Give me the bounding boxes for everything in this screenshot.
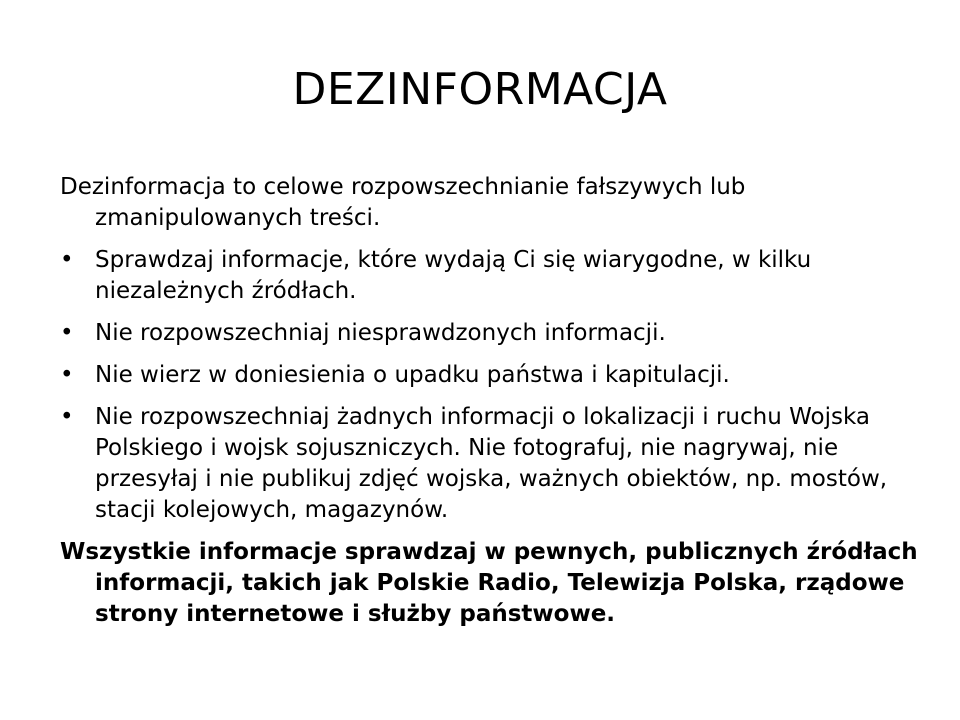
bullet-item — [60, 402, 920, 526]
bullet-icon: • — [60, 404, 74, 430]
slide-body — [60, 172, 920, 630]
bullet-icon: • — [60, 320, 74, 346]
bullet-text: Sprawdzaj informacje, które wydają Ci się wiarygodne, w kilku niezależnych źródłach. — [95, 247, 812, 304]
bullet-item — [60, 318, 920, 349]
bullet-text: Nie rozpowszechniaj żadnych informacji o lokalizacji i ruchu Wojska Polskiego i wojsk sojuszniczych. Nie fotografuj, nie nagrywaj, nie przesyłaj i nie publikuj zdjęć wojska, ważnych obiektów, np. mostów, stacji kolejowych, magazynów. — [95, 404, 888, 523]
bullet-text: Nie wierz w doniesienia o upadku państwa i kapitulacji. — [95, 362, 730, 388]
bullet-item — [60, 245, 920, 307]
bullet-item — [60, 360, 920, 391]
intro-paragraph: Dezinformacja to celowe rozpowszechnianie fałszywych lub zmanipulowanych treści. — [60, 174, 746, 231]
bullet-icon: • — [60, 247, 74, 273]
bullet-text: Nie rozpowszechniaj niesprawdzonych informacji. — [95, 320, 666, 346]
closing-paragraph: Wszystkie informacje sprawdzaj w pewnych, publicznych źródłach informacji, takich jak Polskie Radio, Telewizja Polska, rządowe strony internetowe i służby państwowe. — [60, 539, 918, 627]
bullet-icon: • — [60, 362, 74, 388]
slide-title: DEZINFORMACJA — [292, 64, 668, 115]
